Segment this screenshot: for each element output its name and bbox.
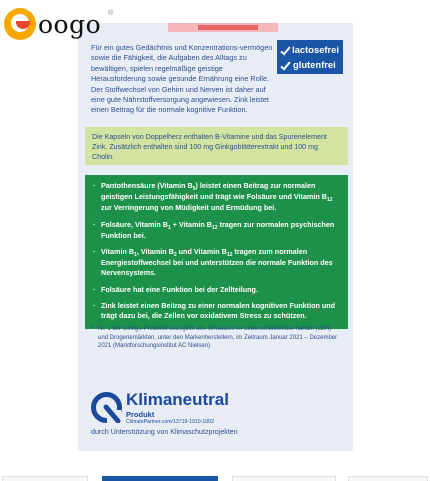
health-claim — [93, 247, 340, 279]
logo-wordmark: oogo — [38, 9, 102, 39]
badge-lactose-free — [281, 42, 339, 57]
product-image[interactable] — [78, 23, 353, 451]
climate-subtitle: Produkt — [126, 410, 155, 419]
climate-title: Klimaneutral — [126, 390, 229, 409]
thumbnail-active[interactable] — [102, 476, 218, 481]
site-logo[interactable] — [4, 6, 114, 42]
claim-bullet: · — [93, 284, 96, 294]
health-claim — [93, 301, 340, 321]
climate-url: ClimatePartner.com/13719-1910-1002 — [126, 419, 214, 425]
logo-emblem-icon — [4, 8, 36, 40]
badge-gluten-free — [281, 57, 339, 72]
health-claim — [93, 285, 340, 295]
footnote — [91, 325, 341, 351]
claim-text: Zink leistet einen Beitrag zu einer normalen kognitiven Funktion und trägt dazu bei, die Zellen vor oxidativem Stress zu schützen. — [101, 300, 336, 321]
logo-registered-mark: ® — [108, 10, 114, 17]
claim-bullet: · — [93, 219, 96, 229]
check-icon — [281, 60, 290, 70]
claim-bullet: · — [93, 247, 96, 257]
claim-text: Folsäure, Vitamin $B_1$ + Vitamin $B_{12}$ tragen zur normalen psychischen Funktion bei. — [101, 219, 335, 240]
thumbnail[interactable] — [2, 476, 88, 481]
thumbnail[interactable] — [348, 476, 428, 481]
capsule-info-box — [85, 127, 348, 165]
badge-label: lactosefrei — [292, 44, 339, 55]
claim-bullet: · — [93, 181, 96, 190]
health-claims-box — [85, 175, 348, 329]
badge-label: glutenfrei — [293, 59, 336, 70]
health-claim — [93, 220, 340, 241]
footnote-marker: * — [91, 326, 94, 332]
intro-text: Für ein gutes Gedächtnis und Konzentrations-vermögen sowie die Fähigkeit, die Aufgaben des Alltags zu bewältigen, spielen regelmäßige geistige Herausforderung sowie gesunde Ernährung eine Rolle. Der Stoffwechsel von Gehirn und Nerven ist daher auf eine gute Nährstoffversorgung angewiesen. Zink leistet einen Beitrag für die normale kognitive Funktion. — [91, 43, 273, 115]
claim-text: Vitamin $B_1$, Vitamin $B_2$ und Vitamin $B_{12}$ tragen zum normalen Energiestoffwechsel bei und unterstützen die normale Funktion des Nervensystems. — [101, 247, 333, 278]
package-top-strip — [168, 23, 278, 32]
thumbnail[interactable] — [232, 476, 336, 481]
health-claim — [93, 181, 340, 214]
climate-support-text: durch Unterstützung von Klimaschutzprojekten — [91, 428, 238, 436]
capsule-info-text: Die Kapseln von Doppelherz enthalten B-Vitamine und das Spurenelement Zink. Zusätzlich enthalten sind 100 mg Ginkgoblätterextrakt und 100 mg Cholin. — [92, 133, 327, 162]
climate-partner-icon — [91, 392, 122, 423]
dietary-badges — [277, 40, 343, 74]
claim-bullet: · — [93, 300, 96, 310]
check-icon — [281, 45, 289, 55]
claim-text: Pantothensäure (Vitamin $B_5$) leistet einen Beitrag zur normalen geistigen Leistungsfähigkeit und trägt wie Folsäure und Vitamin $B_{12}$ zur Verringerung von Müdigkeit und Ermüdung bei. — [101, 181, 333, 213]
claim-text: Folsäure hat eine Funktion bei der Zellteilung. — [101, 284, 258, 294]
climate-neutral-label — [91, 387, 291, 437]
thumbnail-strip — [0, 470, 430, 481]
footnote-text: Nr. 1 der Ginkgo-Produkte bezüglich des Umsatzes im Lebensmitteleinzel-handel (LEH) und Drogeriemärkten, unter den Markenherstellern, im Zeitraum Januar 2021 – Dezember 2021 (Marktforschungsinstitut AC Nielsen). — [98, 326, 338, 350]
